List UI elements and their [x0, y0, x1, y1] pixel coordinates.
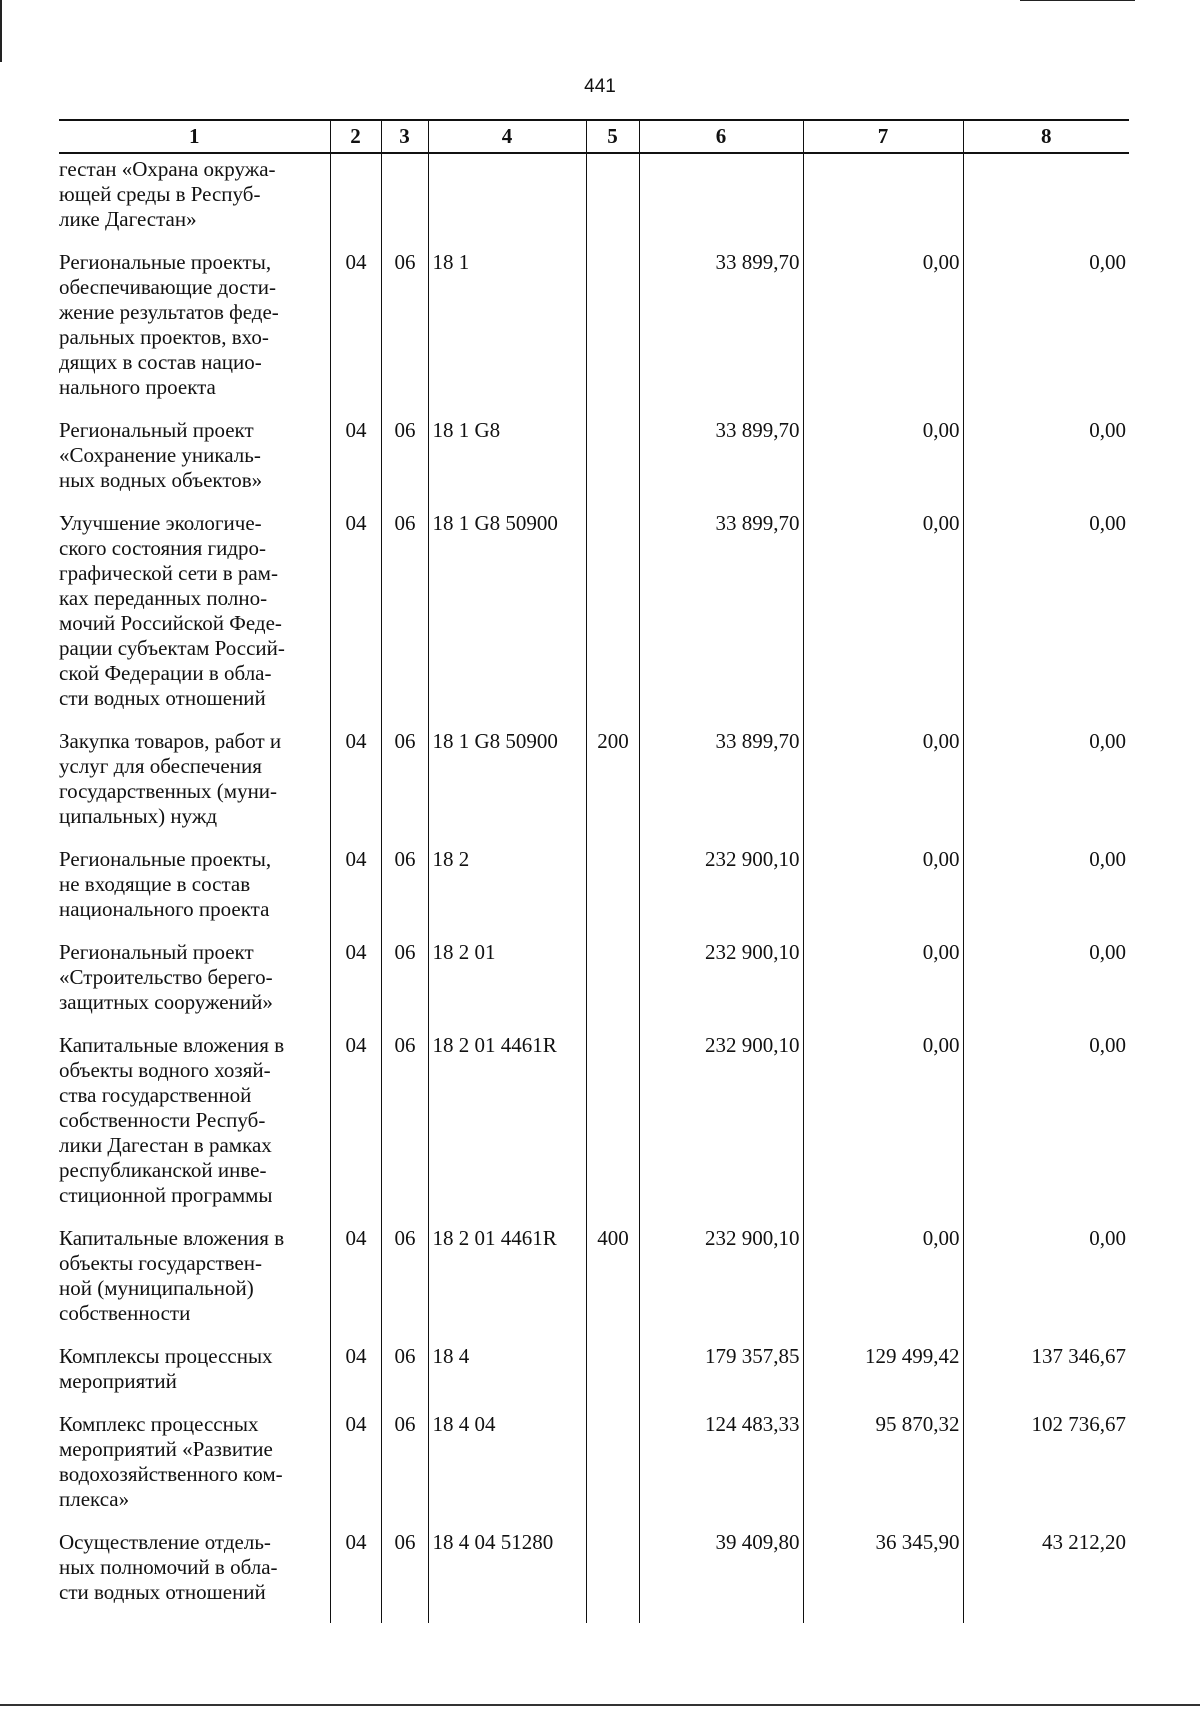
expense-type-cell: 400 — [586, 1226, 639, 1344]
amount-col6-cell — [639, 153, 803, 250]
target-article-cell: 18 2 — [428, 847, 586, 940]
amount-col8-cell: 0,00 — [963, 250, 1129, 418]
target-article-cell: 18 1 G8 — [428, 418, 586, 511]
amount-col7-cell: 0,00 — [803, 418, 963, 511]
subsection-code-cell: 06 — [381, 250, 428, 418]
target-article-cell: 18 4 04 — [428, 1412, 586, 1530]
amount-col7-cell: 0,00 — [803, 729, 963, 847]
amount-col8-cell — [963, 153, 1129, 250]
amount-col7-cell: 0,00 — [803, 250, 963, 418]
section-code-cell: 04 — [330, 1226, 381, 1344]
amount-col8-cell: 0,00 — [963, 511, 1129, 729]
expense-type-cell: 200 — [586, 729, 639, 847]
subsection-code-cell: 06 — [381, 1226, 428, 1344]
table-row — [59, 847, 1129, 940]
amount-col7-cell: 0,00 — [803, 940, 963, 1033]
table-header-row — [59, 120, 1129, 153]
expense-type-cell — [586, 1412, 639, 1530]
row-name-cell: Комплекс процессных мероприятий «Развитие водохозяйственного ком- плекса» — [59, 1412, 283, 1511]
amount-col6-cell: 232 900,10 — [639, 1226, 803, 1344]
amount-col7-cell: 36 345,90 — [803, 1530, 963, 1623]
amount-col6-cell: 33 899,70 — [639, 250, 803, 418]
amount-col7-cell: 0,00 — [803, 1226, 963, 1344]
table-row — [59, 511, 1129, 729]
expense-type-cell — [586, 511, 639, 729]
row-name-cell: Осуществление отдель- ных полномочий в обла- сти водных отношений — [59, 1530, 278, 1604]
column-header: 5 — [586, 120, 639, 153]
scan-edge-line — [0, 1704, 1200, 1706]
table-row — [59, 418, 1129, 511]
amount-col8-cell: 0,00 — [963, 1226, 1129, 1344]
column-header: 4 — [428, 120, 586, 153]
row-name-cell: Капитальные вложения в объекты государствен- ной (муниципальной) собственности — [59, 1226, 285, 1325]
expense-type-cell — [586, 847, 639, 940]
column-header: 8 — [963, 120, 1129, 153]
section-code-cell: 04 — [330, 250, 381, 418]
section-code-cell: 04 — [330, 729, 381, 847]
subsection-code-cell: 06 — [381, 511, 428, 729]
subsection-code-cell — [381, 153, 428, 250]
target-article-cell: 18 2 01 4461R — [428, 1033, 586, 1226]
section-code-cell: 04 — [330, 1033, 381, 1226]
scan-edge-line — [0, 0, 2, 62]
section-code-cell: 04 — [330, 1530, 381, 1623]
amount-col8-cell: 0,00 — [963, 940, 1129, 1033]
column-header: 3 — [381, 120, 428, 153]
amount-col6-cell: 33 899,70 — [639, 511, 803, 729]
expense-type-cell — [586, 1033, 639, 1226]
amount-col8-cell: 102 736,67 — [963, 1412, 1129, 1530]
expense-type-cell — [586, 418, 639, 511]
amount-col6-cell: 232 900,10 — [639, 847, 803, 940]
table-row — [59, 1530, 1129, 1623]
subsection-code-cell: 06 — [381, 729, 428, 847]
column-header: 6 — [639, 120, 803, 153]
column-header: 1 — [59, 120, 330, 153]
amount-col6-cell: 39 409,80 — [639, 1530, 803, 1623]
row-name-cell: Региональный проект «Строительство берего- защитных сооружений» — [59, 940, 273, 1014]
row-name-cell: Региональный проект «Сохранение уникаль- ных водных объектов» — [59, 418, 263, 492]
amount-col8-cell: 0,00 — [963, 847, 1129, 940]
subsection-code-cell: 06 — [381, 1344, 428, 1412]
target-article-cell: 18 2 01 — [428, 940, 586, 1033]
row-name-cell: Капитальные вложения в объекты водного хозяй- ства государственной собственности Респуб- лики Дагестан в рамках республиканской инве- стиционной программы — [59, 1033, 285, 1207]
subsection-code-cell: 06 — [381, 1033, 428, 1226]
table-row — [59, 940, 1129, 1033]
amount-col7-cell: 0,00 — [803, 511, 963, 729]
scan-edge-line — [1020, 0, 1135, 1]
amount-col7-cell: 0,00 — [803, 847, 963, 940]
amount-col8-cell: 0,00 — [963, 1033, 1129, 1226]
target-article-cell: 18 4 04 51280 — [428, 1530, 586, 1623]
expense-type-cell — [586, 940, 639, 1033]
target-article-cell — [428, 153, 586, 250]
section-code-cell: 04 — [330, 940, 381, 1033]
row-name-cell: Комплексы процессных мероприятий — [59, 1344, 273, 1393]
amount-col6-cell: 232 900,10 — [639, 940, 803, 1033]
table-row — [59, 250, 1129, 418]
table-row — [59, 1226, 1129, 1344]
section-code-cell: 04 — [330, 1412, 381, 1530]
target-article-cell: 18 2 01 4461R — [428, 1226, 586, 1344]
amount-col8-cell: 137 346,67 — [963, 1344, 1129, 1412]
budget-table — [59, 119, 1129, 1623]
expense-type-cell — [586, 1344, 639, 1412]
table-row — [59, 1033, 1129, 1226]
amount-col6-cell: 232 900,10 — [639, 1033, 803, 1226]
subsection-code-cell: 06 — [381, 940, 428, 1033]
table-row — [59, 729, 1129, 847]
section-code-cell: 04 — [330, 511, 381, 729]
target-article-cell: 18 1 — [428, 250, 586, 418]
section-code-cell — [330, 153, 381, 250]
table-row — [59, 1344, 1129, 1412]
subsection-code-cell: 06 — [381, 1412, 428, 1530]
subsection-code-cell: 06 — [381, 847, 428, 940]
amount-col7-cell: 0,00 — [803, 1033, 963, 1226]
row-name-cell: Закупка товаров, работ и услуг для обеспечения государственных (муни- ципальных) нужд — [59, 729, 282, 828]
amount-col6-cell: 124 483,33 — [639, 1412, 803, 1530]
section-code-cell: 04 — [330, 1344, 381, 1412]
expense-type-cell — [586, 250, 639, 418]
amount-col6-cell: 33 899,70 — [639, 418, 803, 511]
section-code-cell: 04 — [330, 847, 381, 940]
amount-col7-cell: 129 499,42 — [803, 1344, 963, 1412]
table-row — [59, 153, 1129, 250]
amount-col6-cell: 179 357,85 — [639, 1344, 803, 1412]
amount-col8-cell: 0,00 — [963, 418, 1129, 511]
column-header: 7 — [803, 120, 963, 153]
expense-type-cell — [586, 153, 639, 250]
section-code-cell: 04 — [330, 418, 381, 511]
row-name-cell: гестан «Охрана окружа- ющей среды в Респуб- лике Дагестан» — [59, 157, 276, 231]
amount-col6-cell: 33 899,70 — [639, 729, 803, 847]
amount-col8-cell: 0,00 — [963, 729, 1129, 847]
amount-col7-cell — [803, 153, 963, 250]
expense-type-cell — [586, 1530, 639, 1623]
amount-col7-cell: 95 870,32 — [803, 1412, 963, 1530]
row-name-cell: Улучшение экологиче- ского состояния гидро- графической сети в рам- ках переданных полно- мочий Российской Феде- рации субъектам Россий- ской Федерации в обла- сти водных отношений — [59, 511, 285, 710]
target-article-cell: 18 4 — [428, 1344, 586, 1412]
amount-col8-cell: 43 212,20 — [963, 1530, 1129, 1623]
target-article-cell: 18 1 G8 50900 — [428, 729, 586, 847]
row-name-cell: Региональные проекты, не входящие в состав национального проекта — [59, 847, 272, 921]
row-name-cell: Региональные проекты, обеспечивающие дости- жение результатов феде- ральных проектов, вхо- дящих в состав нацио- нального проекта — [59, 250, 279, 399]
subsection-code-cell: 06 — [381, 1530, 428, 1623]
column-header: 2 — [330, 120, 381, 153]
subsection-code-cell: 06 — [381, 418, 428, 511]
page-number: 441 — [584, 76, 616, 97]
table-row — [59, 1412, 1129, 1530]
target-article-cell: 18 1 G8 50900 — [428, 511, 586, 729]
